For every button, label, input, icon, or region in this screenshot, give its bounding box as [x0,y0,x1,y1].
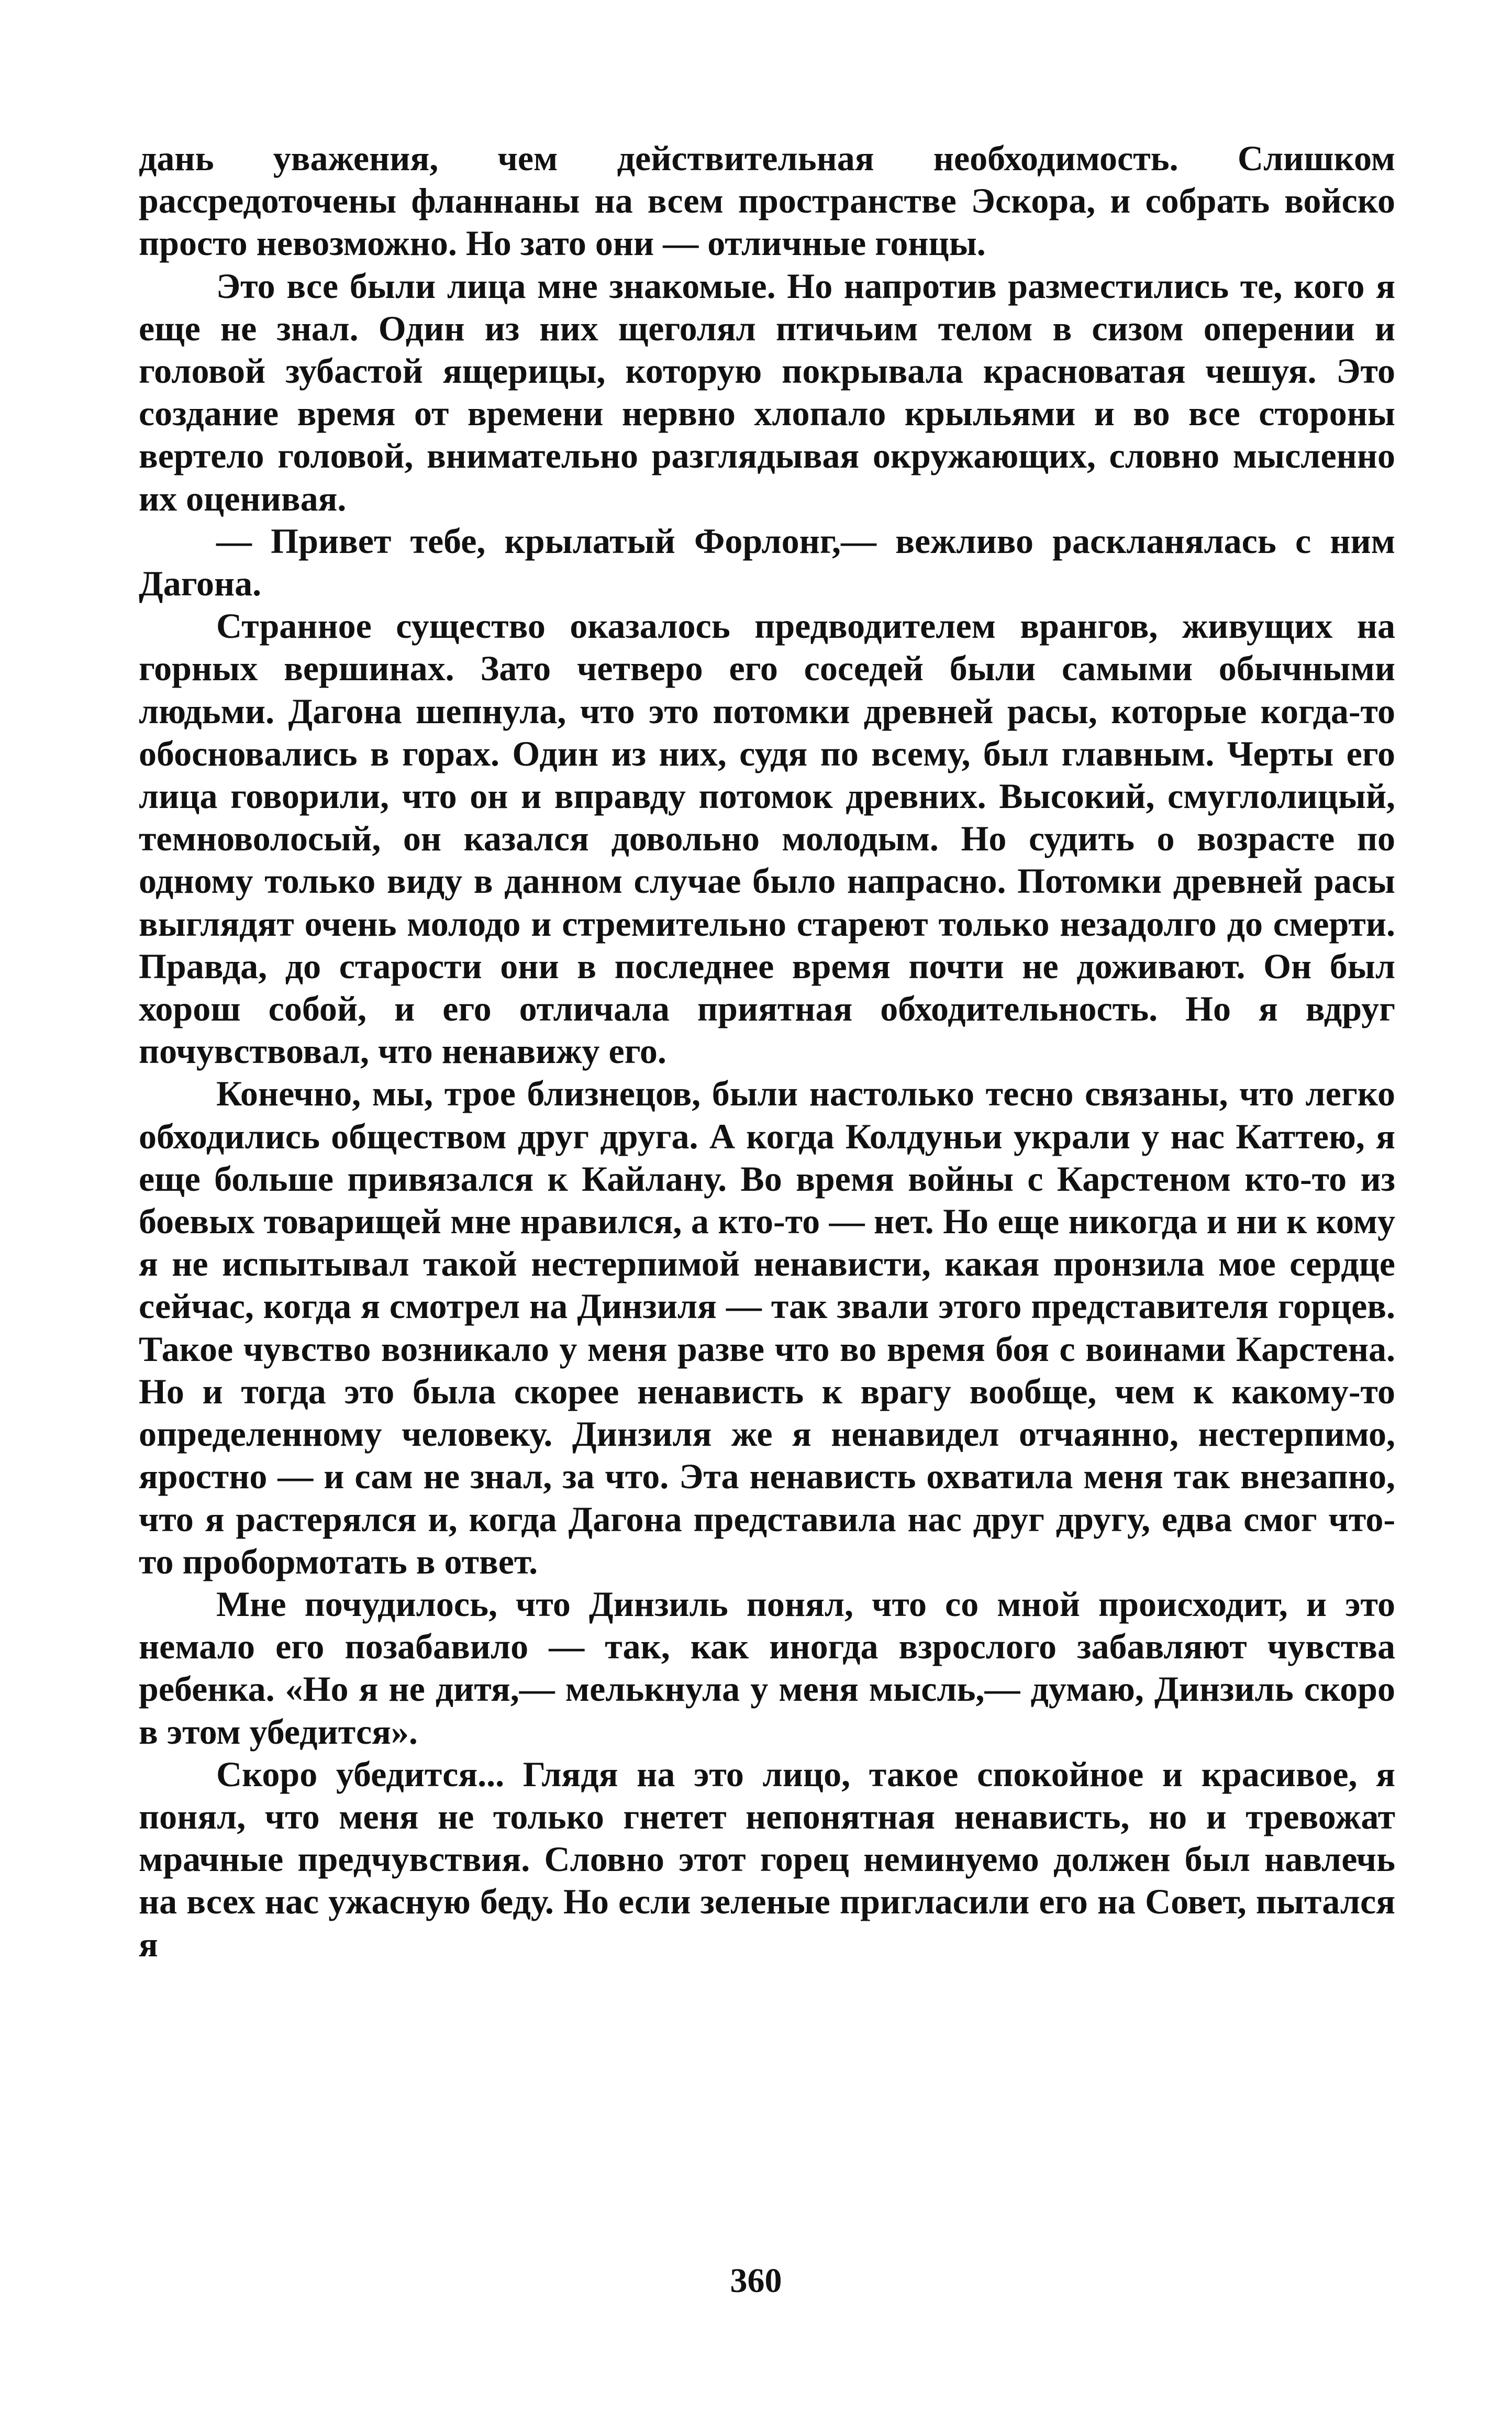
body-text [139,137,1395,1966]
paragraph-6: Мне почудилось, что Динзиль понял, что со мной происходит, и это немало его позабавило — так, как иногда взрослого забавляют чувства ребенка. «Но я не дитя,— мелькнула у меня мысль,— думаю, Динзиль скоро в этом убедится». [139,1584,1395,1752]
paragraph-7: Скоро убедится... Глядя на это лицо, такое спокойное и красивое, я понял, что меня не только гнетет непонятная ненависть, но и тревожат мрачные предчувствия. Словно этот горец неминуемо должен был навлечь на всех нас ужасную беду. Но если зеленые пригласили его на Совет, пытался я [139,1754,1395,1964]
paragraph-5: Конечно, мы, трое близнецов, были настолько тесно связаны, что легко обходились обществом друг друга. А когда Колдуньи украли у нас Каттею, я еще больше привязался к Кайлану. Во время войны с Карстеном кто-то из боевых товарищей мне нравился, а кто-то — нет. Но еще никогда и ни к кому я не испытывал такой нестерпимой ненависти, какая пронзила мое сердце сейчас, когда я смотрел на Динзиля — так звали этого представителя горцев. Такое чувство возникало у меня разве что во время боя с воинами Карстена. Но и тогда это была скорее ненависть к врагу вообще, чем к какому-то определенному человеку. Динзиля же я ненавидел отчаянно, нестерпимо, яростно — и сам не знал, за что. Эта ненависть охватила меня так внезапно, что я растерялся и, когда Дагона представила нас друг другу, едва смог что-то пробормотать в ответ. [139,1073,1395,1581]
page-number: 360 [730,2262,782,2300]
paragraph-3: — Привет тебе, крылатый Форлонг,— вежливо раскланялась с ним Дагона. [139,521,1395,604]
paragraph-1: дань уважения, чем действительная необходимость. Слишком рассредоточены фланнаны на всем пространстве Эскора, и собрать войско просто невозможно. Но зато они — отличные гонцы. [139,138,1395,263]
paragraph-2: Это все были лица мне знакомые. Но напротив разместились те, кого я еще не знал. Один из них щеголял птичьим телом в сизом оперении и головой зубастой ящерицы, которую покрывала красноватая чешуя. Это создание время от времени нервно хлопало крыльями и во все стороны вертело головой, внимательно разглядывая окружающих, словно мысленно их оценивая. [139,265,1395,518]
paragraph-4: Странное существо оказалось предводителем врангов, живущих на горных вершинах. Зато четверо его соседей были самыми обычными людьми. Дагона шепнула, что это потомки древней расы, которые когда-то обосновались в горах. Один из них, судя по всему, был главным. Черты его лица говорили, что он и вправду потомок древних. Высокий, смуглолицый, темноволосый, он казался довольно молодым. Но судить о возрасте по одному только виду в данном случае было напрасно. Потомки древней расы выглядят очень молодо и стремительно стареют только незадолго до смерти. Правда, до старости они в последнее время почти не доживают. Он был хорош собой, и его отличала приятная обходительность. Но я вдруг почувствовал, что ненавижу его. [139,606,1395,1071]
